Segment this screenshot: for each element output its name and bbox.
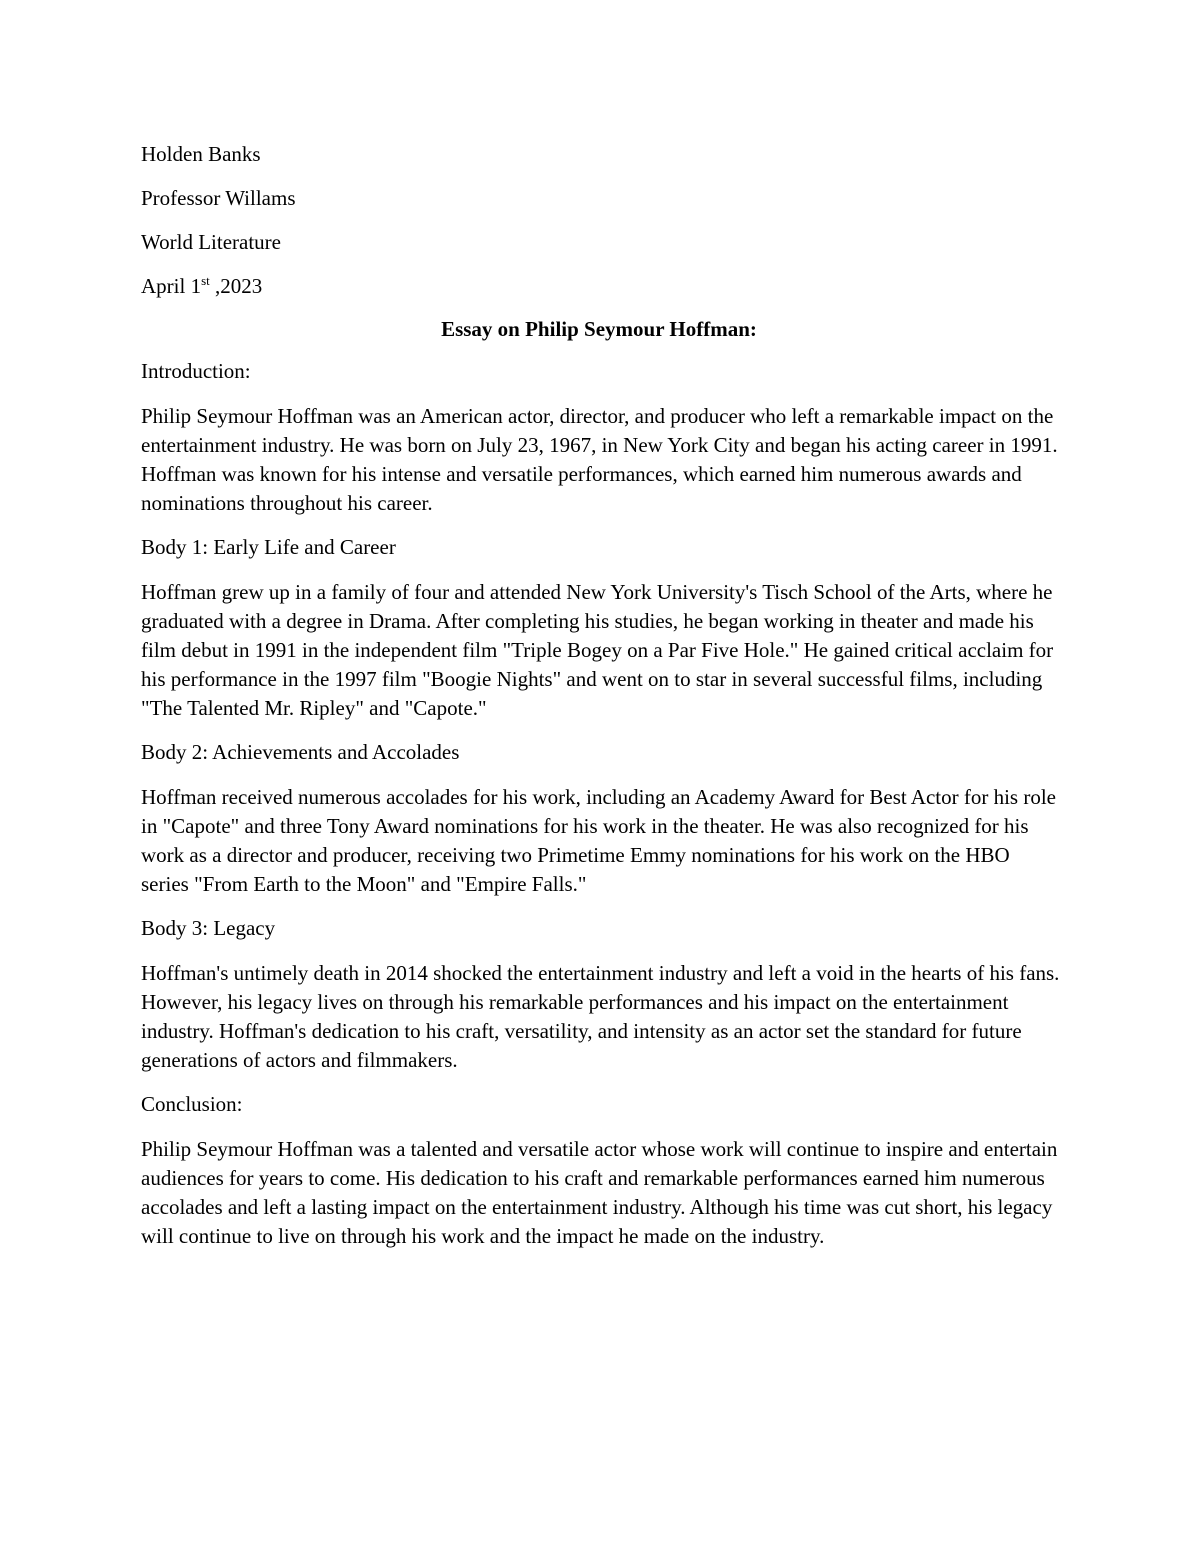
author-name: Holden Banks bbox=[141, 142, 261, 166]
essay-title: Essay on Philip Seymour Hoffman: bbox=[441, 317, 757, 341]
professor-name: Professor Willams bbox=[141, 186, 296, 210]
section-label-body-2: Body 2: Achievements and Accolades bbox=[141, 740, 460, 764]
section-label-introduction: Introduction: bbox=[141, 359, 251, 383]
course-name: World Literature bbox=[141, 230, 281, 254]
date-suffix: ,2023 bbox=[209, 274, 263, 298]
paragraph-introduction: Philip Seymour Hoffman was an American actor, director, and producer who left a remarkable impact on the entertainment industry. He was born on July 23, 1967, in New York City and began his acting career in 1991. Hoffman was known for his intense and versatile performances, which earned him numerous awards and nominations throughout his career. bbox=[141, 404, 1058, 515]
paragraph-body-1: Hoffman grew up in a family of four and attended New York University's Tisch School of the Arts, where he graduated with a degree in Drama. After completing his studies, he began working in theater and made his film debut in 1991 in the independent film "Triple Bogey on a Par Five Hole." He gained critical acclaim for his performance in the 1997 film "Boogie Nights" and went on to star in several successful films, including "The Talented Mr. Ripley" and "Capote." bbox=[141, 580, 1054, 720]
section-label-body-1: Body 1: Early Life and Career bbox=[141, 535, 396, 559]
date-ordinal: st bbox=[201, 273, 210, 288]
section-label-conclusion: Conclusion: bbox=[141, 1092, 243, 1116]
essay-date bbox=[141, 272, 1061, 301]
paragraph-conclusion: Philip Seymour Hoffman was a talented and versatile actor whose work will continue to inspire and entertain audiences for years to come. His dedication to his craft and remarkable performances earned him numerous accolades and left a lasting impact on the entertainment industry. Although his time was cut short, his legacy will continue to live on through his work and the impact he made on the industry. bbox=[141, 1137, 1058, 1248]
paragraph-body-3: Hoffman's untimely death in 2014 shocked the entertainment industry and left a void in the hearts of his fans. However, his legacy lives on through his remarkable performances and his impact on the entertainment industry. Hoffman's dedication to his craft, versatility, and intensity as an actor set the standard for future generations of actors and filmmakers. bbox=[141, 961, 1060, 1072]
date-prefix: April 1 bbox=[141, 274, 202, 298]
document-body bbox=[141, 140, 1061, 1266]
paragraph-body-2: Hoffman received numerous accolades for his work, including an Academy Award for Best Actor for his role in "Capote" and three Tony Award nominations for his work in the theater. He was also recognized for his work as a director and producer, receiving two Primetime Emmy nominations for his work on the HBO series "From Earth to the Moon" and "Empire Falls." bbox=[141, 785, 1056, 896]
section-label-body-3: Body 3: Legacy bbox=[141, 916, 276, 940]
